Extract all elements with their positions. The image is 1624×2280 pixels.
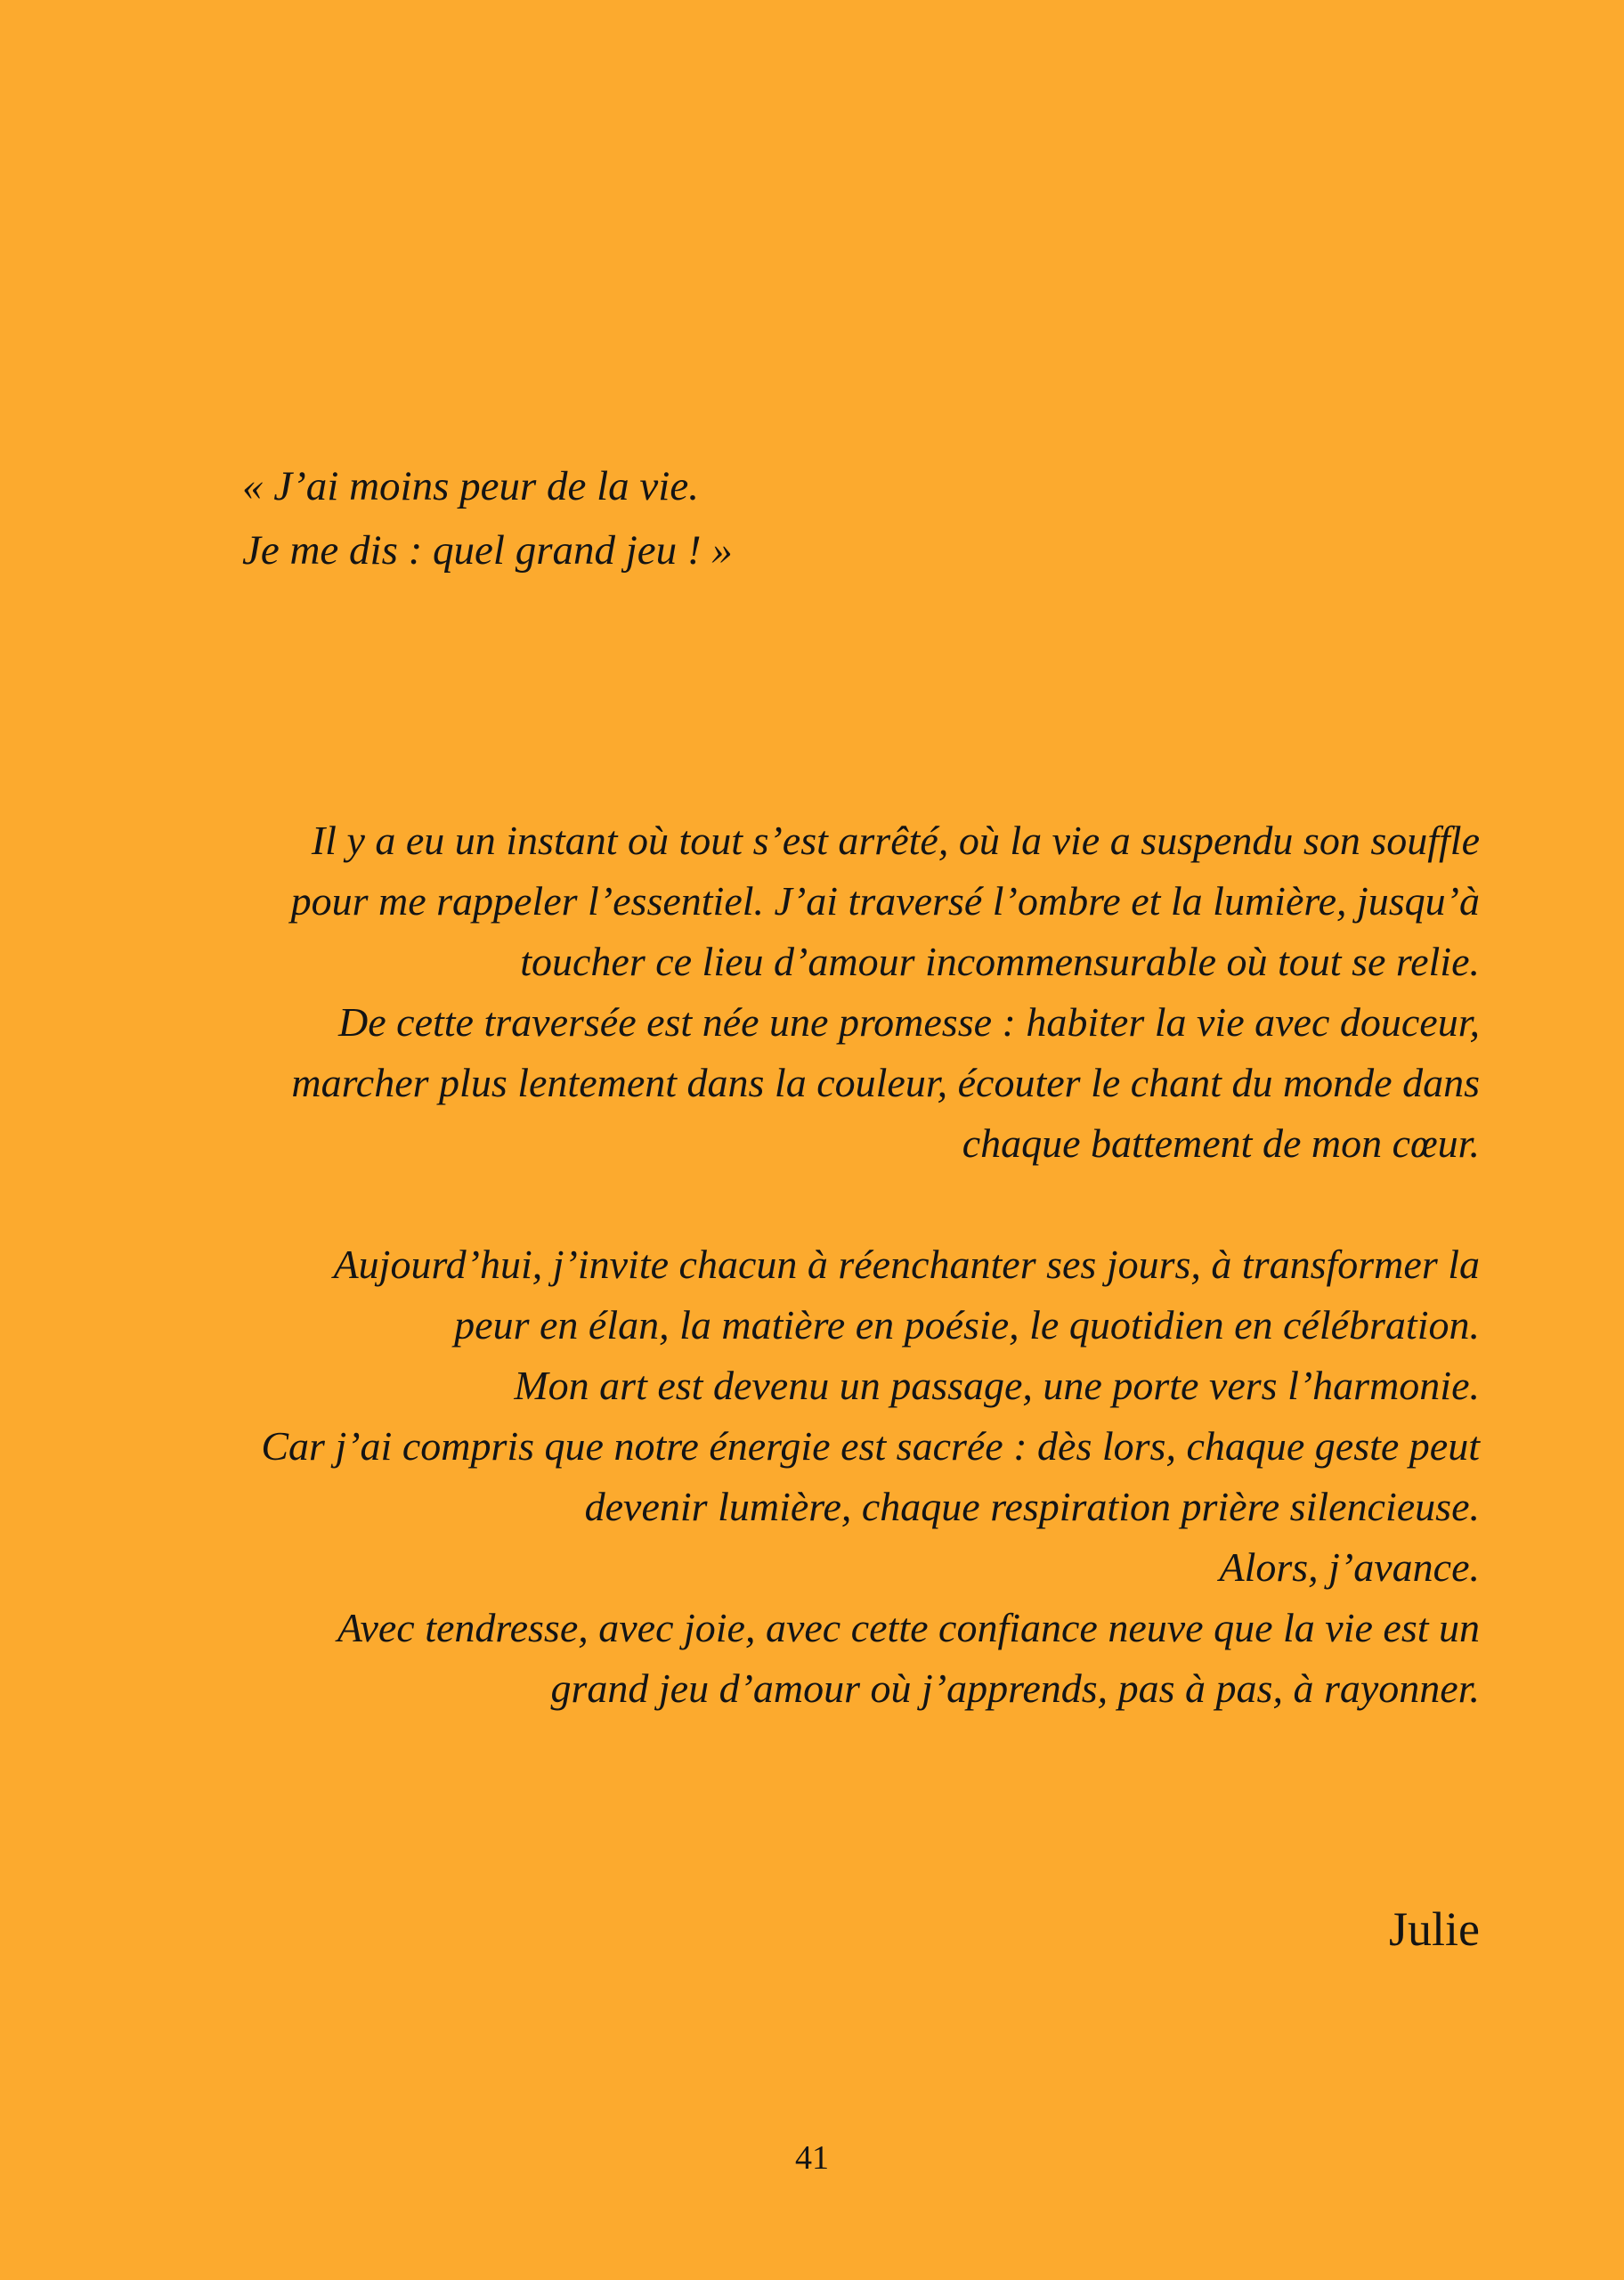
- body-line: Il y a eu un instant où tout s’est arrêté, où la vie a suspendu son souffle: [311, 818, 1480, 863]
- quote-line: « J’ai moins peur de la vie.: [242, 463, 699, 509]
- body-line: chaque battement de mon cœur.: [962, 1120, 1480, 1166]
- body-line: Mon art est devenu un passage, une porte vers l’harmonie.: [514, 1363, 1480, 1408]
- quote-line: Je me dis : quel grand jeu ! »: [242, 527, 733, 574]
- body-line: Avec tendresse, avec joie, avec cette confiance neuve que la vie est un: [337, 1605, 1480, 1650]
- paragraph-gap: [240, 1174, 1480, 1234]
- body-line: pour me rappeler l’essentiel. J’ai traversé l’ombre et la lumière, jusqu’à: [290, 878, 1480, 924]
- body-line: Aujourd’hui, j’invite chacun à réenchanter ses jours, à transformer la: [333, 1242, 1480, 1287]
- body-line: peur en élan, la matière en poésie, le quotidien en célébration.: [454, 1302, 1480, 1348]
- body-line: De cette traversée est née une promesse : habiter la vie avec douceur,: [338, 999, 1480, 1045]
- signature: Julie: [1389, 1902, 1480, 1956]
- body-line: grand jeu d’amour où j’apprends, pas à pas, à rayonner.: [550, 1665, 1480, 1711]
- body-text: [240, 810, 1480, 1719]
- body-line: Alors, j’avance.: [1219, 1544, 1480, 1590]
- epigraph-quote: [242, 454, 1043, 582]
- body-line: marcher plus lentement dans la couleur, écouter le chant du monde dans: [291, 1060, 1480, 1105]
- body-line: toucher ce lieu d’amour incommensurable où tout se relie.: [520, 939, 1480, 984]
- body-line: devenir lumière, chaque respiration prière silencieuse.: [584, 1484, 1480, 1529]
- body-line: Car j’ai compris que notre énergie est sacrée : dès lors, chaque geste peut: [261, 1423, 1480, 1469]
- page-number: 41: [795, 2139, 829, 2177]
